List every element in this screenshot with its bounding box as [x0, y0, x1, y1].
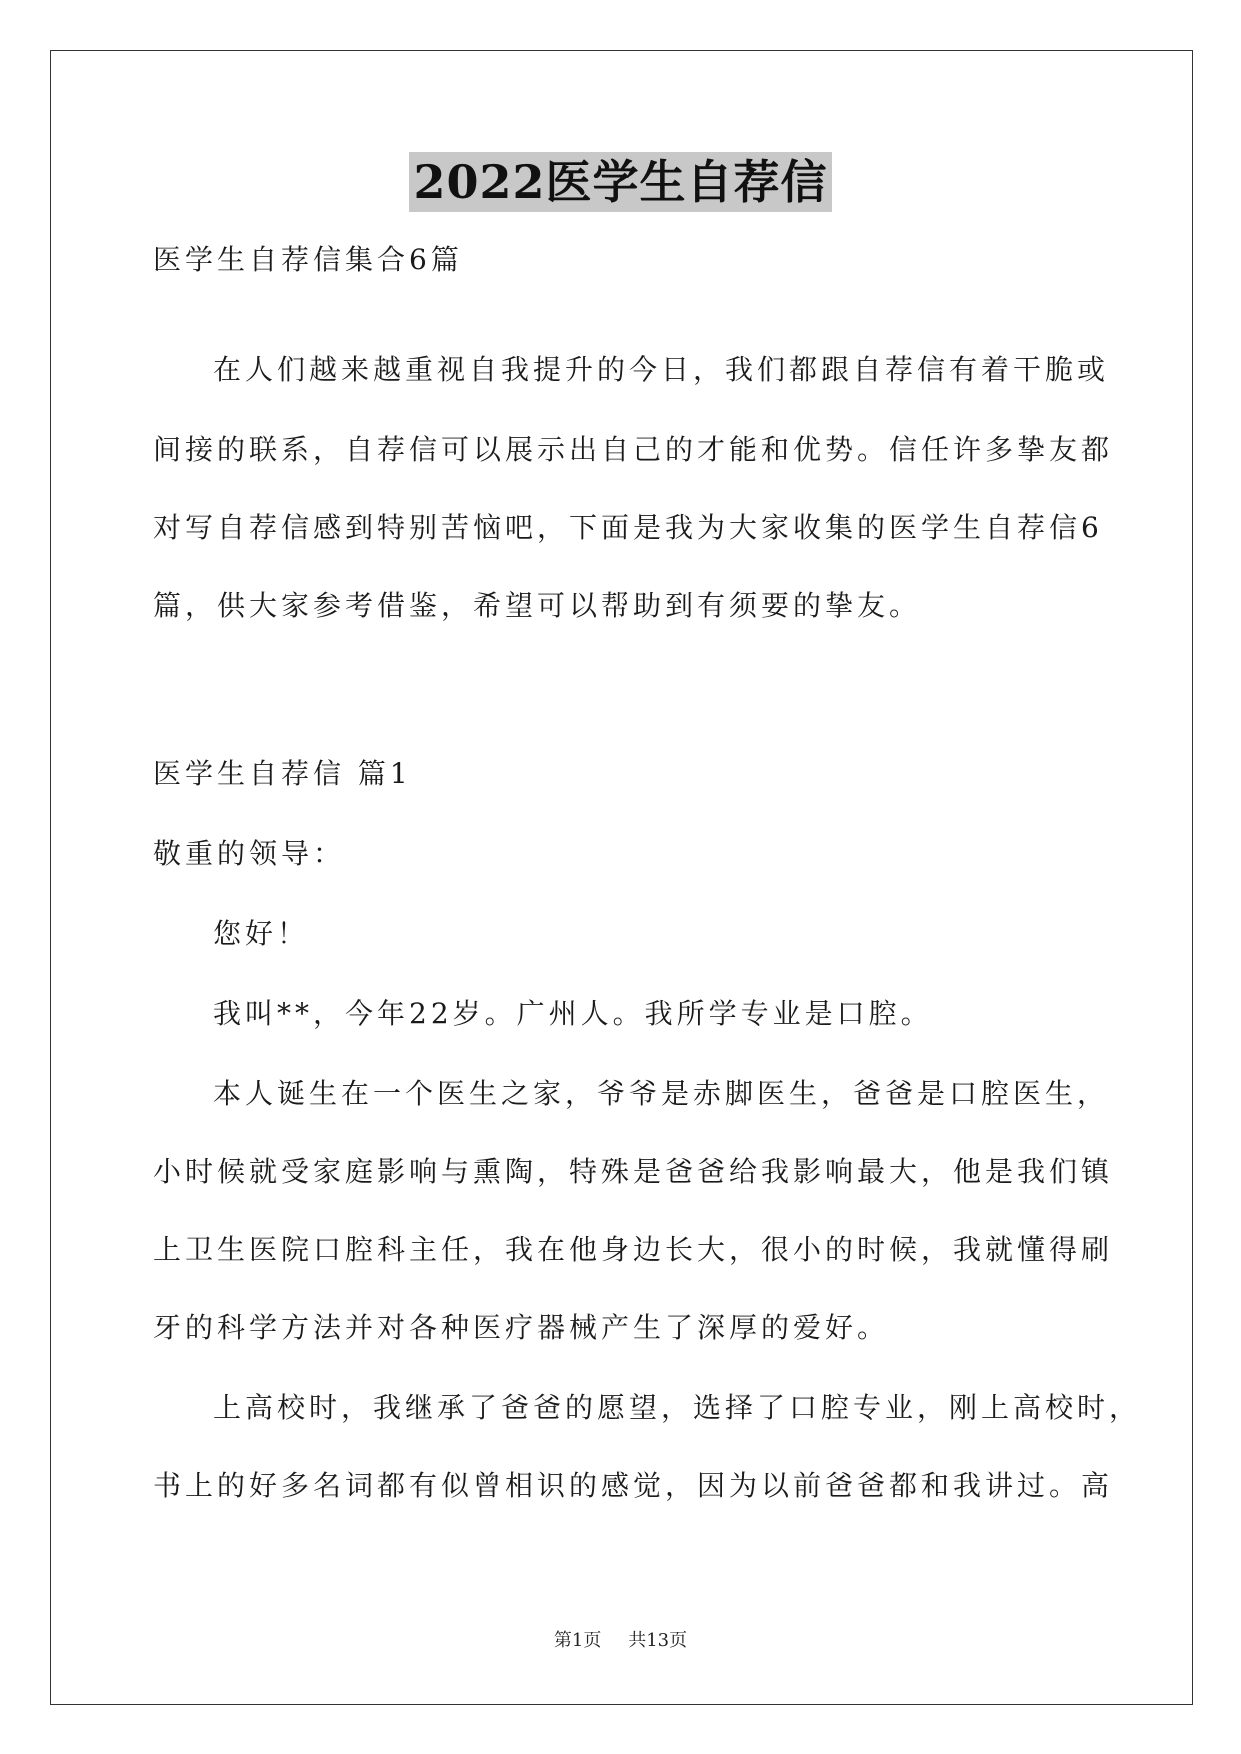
- paragraph-line: 小时候就受家庭影响与熏陶，特殊是爸爸给我影响最大，他是我们镇: [153, 1155, 1114, 1188]
- paragraph-line: 对写自荐信感到特别苦恼吧，下面是我为大家收集的医学生自荐信6: [153, 511, 1103, 544]
- paragraph-line: 牙的科学方法并对各种医疗器械产生了深厚的爱好。: [153, 1311, 890, 1344]
- paragraph-line: 篇，供大家参考借鉴，希望可以帮助到有须要的挚友。: [153, 589, 922, 622]
- page-number: 第1页: [553, 1630, 602, 1651]
- greeting: 您好！: [213, 917, 310, 950]
- title-container: [0, 152, 1241, 212]
- paragraph-line: 我叫**，今年22岁。广州人。我所学专业是口腔。: [213, 997, 933, 1030]
- page-border: [50, 50, 1193, 1705]
- salutation: 敬重的领导：: [153, 837, 346, 870]
- paragraph-line: 书上的好多名词都有似曾相识的感觉，因为以前爸爸都和我讲过。高: [153, 1469, 1114, 1502]
- document-subtitle: 医学生自荐信集合6篇: [153, 243, 463, 276]
- paragraph-line: 间接的联系，自荐信可以展示出自己的才能和优势。信任许多挚友都: [153, 433, 1114, 466]
- page-total: 共13页: [628, 1630, 688, 1651]
- page-footer: [0, 1626, 1241, 1652]
- paragraph-line: 上高校时，我继承了爸爸的愿望，选择了口腔专业，刚上高校时，: [213, 1391, 1142, 1424]
- paragraph-line: 在人们越来越重视自我提升的今日，我们都跟自荐信有着干脆或: [213, 353, 1110, 386]
- paragraph-line: 本人诞生在一个医生之家，爷爷是赤脚医生，爸爸是口腔医生，: [213, 1077, 1110, 1110]
- paragraph-line: 上卫生医院口腔科主任，我在他身边长大，很小的时候，我就懂得刷: [153, 1233, 1114, 1266]
- section-heading: 医学生自荐信 篇1: [153, 757, 412, 790]
- document-title: 2022医学生自荐信: [409, 152, 831, 212]
